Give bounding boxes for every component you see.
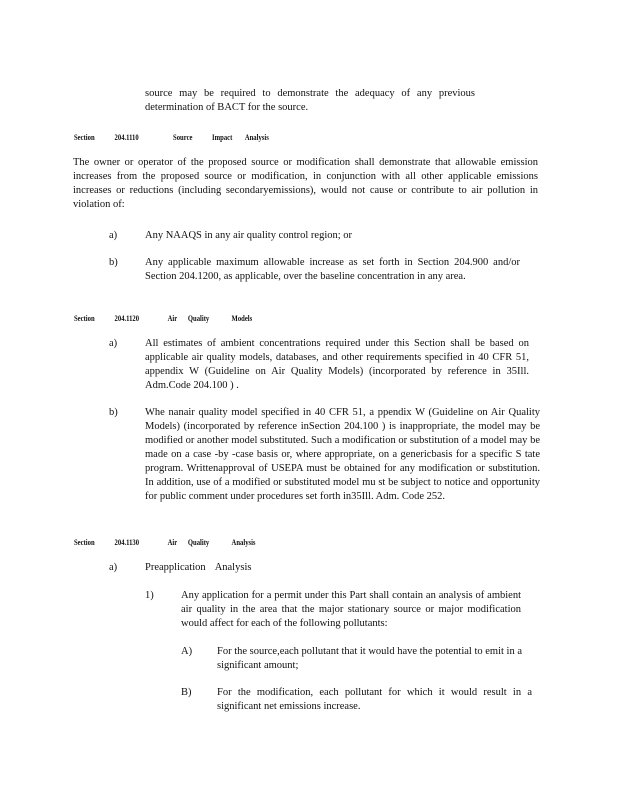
item-label: 1) [145,590,154,601]
item-label: b) [109,407,118,418]
section-title-word: Source [173,132,193,142]
item-text: Any applicable maximum allowable increase as set forth in Section 204.900 and/or Section 204.1200, as applicable, over the baseline concentration in any area. [145,257,520,282]
item-label: A) [181,646,193,657]
section-title-word: Air [167,537,178,547]
item-text: Any application for a permit under this Part shall contain an analysis of ambient air quality in the area that the major stationary source or major modification would affect for each of the following pollutants: [181,590,521,629]
section-number: 204.1110 [114,132,139,142]
section-number: 204.1130 [114,537,140,547]
item-label: a) [109,338,118,349]
subsection-title: Preapplication Analysis [145,562,252,573]
section-title-word: Analysis [231,537,256,547]
section-heading-1120 [74,311,252,325]
item-label: B) [181,687,192,698]
section-heading-1130 [74,535,256,549]
section-word: Section [74,537,95,547]
item-text: Whe nanair quality model specified in 40 CFR 51, a ppendix W (Guideline on Air Quality Models) (incorporated by reference inSection 204.100 ) is inappropriate, the model may be modified or another model substituted. Such a modification or substitution of a model may be made on a case -by -case basis or, where appropriate, on a genericbasis for a specific S tate program. Writtenapproval of USEPA must be obtained for any modification or substitution. In addition, use of a modified or substituted model mu st be subject to notice and opportunity for public comment under procedures set forth in35Ill. Adm. Code 252. [145,407,540,502]
item-text: Any NAAQS in any air quality control region; or [145,230,353,241]
section-number: 204.1120 [114,313,140,323]
section-title-word: Quality [187,313,210,323]
section-title-word: Air [167,313,178,323]
subsection-label: a) [109,562,118,573]
section-title-word: Quality [187,537,210,547]
item-text: For the source,each pollutant that it would have the potential to emit in a significant amount; [217,646,523,671]
section-1110-paragraph: The owner or operator of the proposed source or modification shall demonstrate that allowable emission increases from the proposed source or modification, in conjunction with all other applicable emissions increases or reductions (including secondaryemissions), would not cause or contribute to air pollution in violation of: [73,157,538,210]
item-label: b) [109,257,118,268]
item-text: For the modification, each pollutant for which it would result in a significant net emissions increase. [217,687,532,712]
section-title-word: Models [231,313,253,323]
item-text: All estimates of ambient concentrations required under this Section shall be based on applicable air quality models, databases, and other requirements specified in 40 CFR 51, appendix W (Guideline on Air Quality Models) (incorporated by reference in 35Ill. Adm.Code 204.100 ) . [145,338,529,391]
intro-continuation: source may be required to demonstrate the adequacy of any previous determination of BACT for the source. [145,88,475,113]
item-label: a) [109,230,118,241]
section-title-word: Analysis [244,132,269,142]
section-heading-1110 [74,130,269,144]
section-word: Section [74,313,95,323]
section-title-word: Impact [212,132,233,142]
section-word: Section [74,132,95,142]
